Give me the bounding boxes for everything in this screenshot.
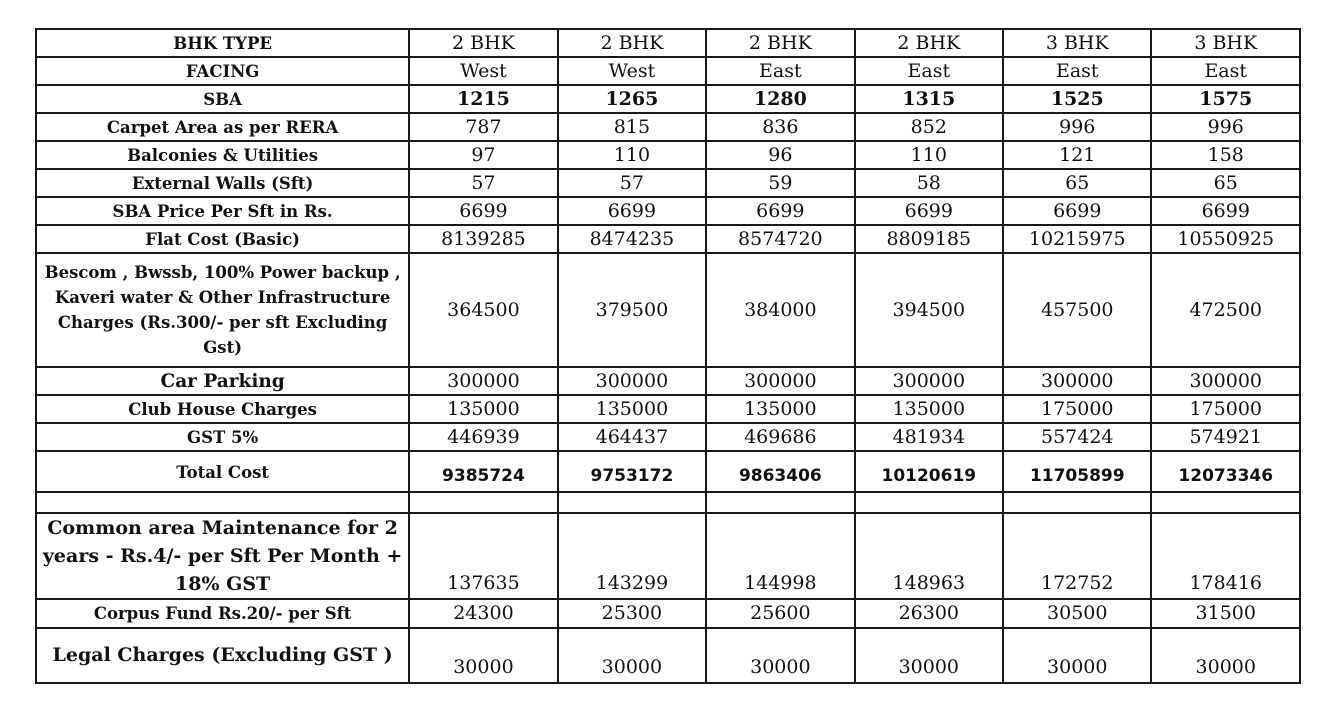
- cell: 25300: [558, 599, 706, 628]
- cell: 58: [855, 169, 1003, 197]
- row-label: Total Cost: [36, 451, 409, 492]
- cell: 2 BHK: [409, 29, 557, 57]
- cell: East: [855, 57, 1003, 85]
- cell: 143299: [558, 513, 706, 599]
- cell: West: [409, 57, 557, 85]
- cell: 787: [409, 113, 557, 141]
- cell: 6699: [1151, 197, 1300, 225]
- row-facing: [36, 57, 1300, 85]
- cell: 469686: [706, 423, 854, 451]
- price-table: [35, 28, 1301, 684]
- row-label: SBA: [36, 85, 409, 113]
- cell: 148963: [855, 513, 1003, 599]
- cell: 10550925: [1151, 225, 1300, 253]
- row-label: Flat Cost (Basic): [36, 225, 409, 253]
- cell: 11705899: [1003, 451, 1151, 492]
- cell: 8139285: [409, 225, 557, 253]
- row-club-house: [36, 395, 1300, 423]
- row-label: Carpet Area as per RERA: [36, 113, 409, 141]
- spacer-cell: [855, 492, 1003, 513]
- cell: 836: [706, 113, 854, 141]
- cell: 12073346: [1151, 451, 1300, 492]
- cell: 300000: [558, 367, 706, 395]
- spacer-cell: [1151, 492, 1300, 513]
- row-sba: [36, 85, 1300, 113]
- row-spacer: [36, 492, 1300, 513]
- cell: 481934: [855, 423, 1003, 451]
- cell: 158: [1151, 141, 1300, 169]
- cell: 2 BHK: [558, 29, 706, 57]
- row-external-walls: [36, 169, 1300, 197]
- cell: 65: [1003, 169, 1151, 197]
- spacer-cell: [558, 492, 706, 513]
- row-label: External Walls (Sft): [36, 169, 409, 197]
- spacer-cell: [706, 492, 854, 513]
- cell: 97: [409, 141, 557, 169]
- cell: 110: [558, 141, 706, 169]
- cell: 464437: [558, 423, 706, 451]
- cell: 2 BHK: [855, 29, 1003, 57]
- spacer-cell: [1003, 492, 1151, 513]
- row-gst: [36, 423, 1300, 451]
- cell: 996: [1151, 113, 1300, 141]
- cell: 9863406: [706, 451, 854, 492]
- cell: 300000: [1151, 367, 1300, 395]
- cell: 135000: [409, 395, 557, 423]
- cell: 57: [558, 169, 706, 197]
- cell: 1265: [558, 85, 706, 113]
- cell: 379500: [558, 253, 706, 367]
- cell: 175000: [1151, 395, 1300, 423]
- cell: 30000: [409, 628, 557, 683]
- cell: 135000: [558, 395, 706, 423]
- cell: 8574720: [706, 225, 854, 253]
- cell: 852: [855, 113, 1003, 141]
- cell: 574921: [1151, 423, 1300, 451]
- cell: 26300: [855, 599, 1003, 628]
- row-label: Corpus Fund Rs.20/- per Sft: [36, 599, 409, 628]
- cell: 364500: [409, 253, 557, 367]
- cell: 65: [1151, 169, 1300, 197]
- row-car-parking: [36, 367, 1300, 395]
- row-label: Common area Maintenance for 2 years - Rs.4/- per Sft Per Month + 18% GST: [36, 513, 409, 599]
- cell: 31500: [1151, 599, 1300, 628]
- cell: 446939: [409, 423, 557, 451]
- cell: 6699: [1003, 197, 1151, 225]
- cell: 110: [855, 141, 1003, 169]
- row-carpet: [36, 113, 1300, 141]
- row-legal-charges: [36, 628, 1300, 683]
- cell: 30000: [558, 628, 706, 683]
- row-label: Bescom , Bwssb, 100% Power backup , Kaveri water & Other Infrastructure Charges (Rs.300/- per sft Excluding Gst): [36, 253, 409, 367]
- cell: 300000: [409, 367, 557, 395]
- cell: 30000: [706, 628, 854, 683]
- row-balconies: [36, 141, 1300, 169]
- cell: 57: [409, 169, 557, 197]
- cell: 10215975: [1003, 225, 1151, 253]
- cell: 1280: [706, 85, 854, 113]
- cell: 10120619: [855, 451, 1003, 492]
- cell: 137635: [409, 513, 557, 599]
- cell: 9385724: [409, 451, 557, 492]
- cell: East: [706, 57, 854, 85]
- cell: 144998: [706, 513, 854, 599]
- row-label: FACING: [36, 57, 409, 85]
- cell: 1315: [855, 85, 1003, 113]
- cell: 25600: [706, 599, 854, 628]
- row-label: SBA Price Per Sft in Rs.: [36, 197, 409, 225]
- row-bhk-type: [36, 29, 1300, 57]
- cell: 996: [1003, 113, 1151, 141]
- cell: 135000: [855, 395, 1003, 423]
- cell: 9753172: [558, 451, 706, 492]
- cell: 300000: [706, 367, 854, 395]
- row-maintenance: [36, 513, 1300, 599]
- cell: East: [1003, 57, 1151, 85]
- cell: West: [558, 57, 706, 85]
- cell: 6699: [855, 197, 1003, 225]
- cell: 6699: [558, 197, 706, 225]
- cell: 8809185: [855, 225, 1003, 253]
- row-sba-price: [36, 197, 1300, 225]
- cell: 175000: [1003, 395, 1151, 423]
- cell: 3 BHK: [1151, 29, 1300, 57]
- cell: 3 BHK: [1003, 29, 1151, 57]
- cell: 59: [706, 169, 854, 197]
- cell: 172752: [1003, 513, 1151, 599]
- cell: 394500: [855, 253, 1003, 367]
- cell: 178416: [1151, 513, 1300, 599]
- row-total-cost: [36, 451, 1300, 492]
- row-infrastructure: [36, 253, 1300, 367]
- spacer-cell: [409, 492, 557, 513]
- cell: 300000: [855, 367, 1003, 395]
- cell: 121: [1003, 141, 1151, 169]
- cell: 96: [706, 141, 854, 169]
- cell: East: [1151, 57, 1300, 85]
- cell: 472500: [1151, 253, 1300, 367]
- cell: 300000: [1003, 367, 1151, 395]
- cell: 30000: [1151, 628, 1300, 683]
- spacer-cell: [36, 492, 409, 513]
- row-label: Club House Charges: [36, 395, 409, 423]
- row-label: Balconies & Utilities: [36, 141, 409, 169]
- cell: 8474235: [558, 225, 706, 253]
- cell: 30000: [855, 628, 1003, 683]
- cell: 457500: [1003, 253, 1151, 367]
- cell: 557424: [1003, 423, 1151, 451]
- cell: 30500: [1003, 599, 1151, 628]
- row-corpus-fund: [36, 599, 1300, 628]
- cell: 2 BHK: [706, 29, 854, 57]
- cell: 30000: [1003, 628, 1151, 683]
- row-label: Car Parking: [36, 367, 409, 395]
- cell: 1575: [1151, 85, 1300, 113]
- cell: 135000: [706, 395, 854, 423]
- row-label: BHK TYPE: [36, 29, 409, 57]
- row-label: Legal Charges (Excluding GST ): [36, 628, 409, 683]
- row-label: GST 5%: [36, 423, 409, 451]
- cell: 384000: [706, 253, 854, 367]
- cell: 1215: [409, 85, 557, 113]
- cell: 1525: [1003, 85, 1151, 113]
- cell: 815: [558, 113, 706, 141]
- cell: 24300: [409, 599, 557, 628]
- row-flat-cost: [36, 225, 1300, 253]
- cell: 6699: [706, 197, 854, 225]
- cell: 6699: [409, 197, 557, 225]
